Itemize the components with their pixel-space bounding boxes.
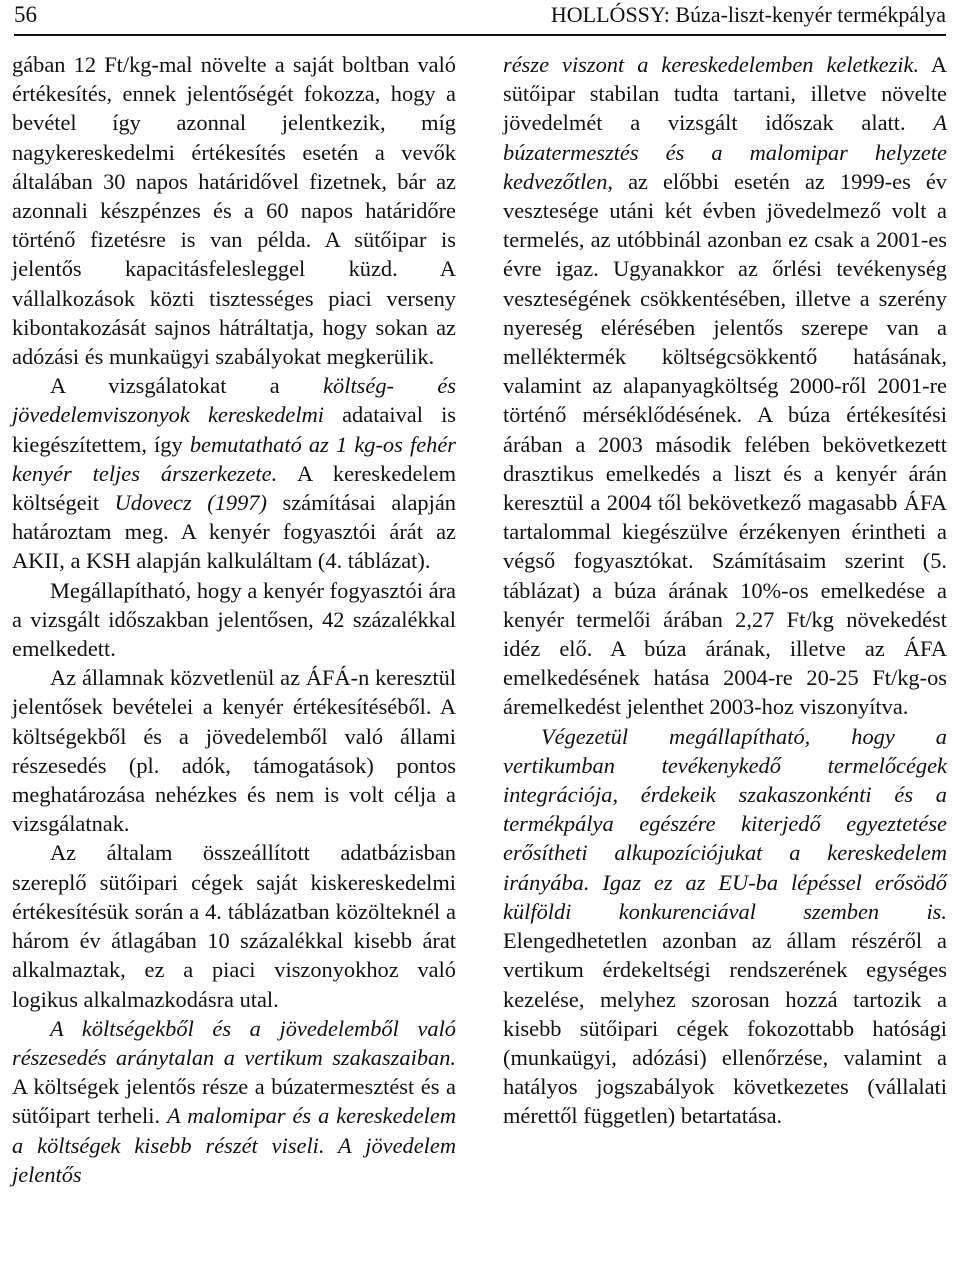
italic-text: A búzatermesztés és a malomipar helyzete kedvezőtlen, xyxy=(503,110,947,194)
text-run: adataival is kiegészítettem, így xyxy=(12,402,457,457)
text-run: számításai alapján határoztam meg. A kenyér fogyasztói árát az AKII, a KSH alapján kalkuláltam (4. táblázat). xyxy=(12,490,456,574)
paragraph xyxy=(12,663,456,838)
paragraph xyxy=(503,722,947,1131)
text-run: az előbbi esetén az 1999-es év vesztesége utáni két évben jövedelmező volt a termelés, az utóbbinál azonban ez csak a 2001-es évre igaz. Ugyanakkor az őrlési tevékenység veszteségének csökkentésében, illetve a szerény nyereség elérésében jelentős szerepe van a melléktermék költségcsökkentő hatásának, valamint az alapanyagköltség 2000-ről 2001-re történő mérséklődésének. A búza értékesítési árában a 2003 második felében bekövetkezett drasztikus emelkedés a liszt és a kenyér árán keresztül a 2004 től bekövetkező magasabb ÁFA tartalommal kiegészülve érzékenyen érintheti a végső fogyasztókat. Számításaim szerint (5. táblázat) a búza árának 10%-os emelkedése a kenyér termelői árában 2,27 Ft/kg növekedést idéz elő. A búza árának, illetve az ÁFA emelkedésének hatása 2004-re 20-25 Ft/kg-os áremelkedést jelenthet 2003-hoz viszonyítva. xyxy=(503,168,947,720)
text-run: gában 12 Ft/kg-mal növelte a saját boltban való értékesítés, ennek jelentőségét fokozza, hogy a bevétel így azonnal jelentkezik, míg nagykereskedelmi értékesítés esetén a vevők általában 30 napos határidővel fizetnek, bár az azonnali készpénzes és a 60 napos határidőre történő fizetésre is van példa. A sütőipar is jelentős kapacitásfelesleggel küzd. A vállalkozások közti tisztességes piaci verseny kibontakozását sajnos hátráltatja, hogy sokan az adózási és munkaügyi szabályokat megkerülik. xyxy=(12,52,456,370)
paragraph xyxy=(12,1014,456,1189)
page-header xyxy=(14,0,946,36)
paragraph xyxy=(12,838,456,1013)
text-run: A vizsgálatokat a xyxy=(50,373,324,399)
italic-text: része viszont a kereskedelemben keletkezik. xyxy=(503,52,920,77)
italic-text: Végezetül megállapítható, hogy a vertikumban tevékenykedő termelőcégek integrációja, érdekeik szakaszonkénti és a termékpálya egészére kiterjedő egyeztetése erősítheti alkupozíciójukat a kereskedelem irányába. Igaz ez az EU-ba lépéssel erősödő külföldi konkurenciával szemben is. xyxy=(503,723,947,924)
italic-text: bemutatható az 1 kg-os fehér kenyér teljes árszerkezete. xyxy=(12,431,456,486)
text-run: Megállapítható, hogy a kenyér fogyasztói ára a vizsgált időszakban jelentősen, 42 százalékkal emelkedett. xyxy=(12,577,456,662)
text-run: Elengedhetetlen azonban az állam részéről a vertikum érdekeltségi rendszerének egységes kezelése, melyhez szorosan hozzá tartozik a kisebb sütőipari cégek fokozottabb hatósági (munkaügyi, adózási) ellenőrzése, valamint a hatályos jogszabályok következetes (vállalati mérettől független) betartatása. xyxy=(503,928,947,1129)
paragraph xyxy=(12,576,456,664)
paragraph xyxy=(12,371,456,575)
text-run: Az államnak közvetlenül az ÁFÁ-n keresztül jelentősek bevételei a kenyér értékesítéséből. A költségekből és a jövedelemből való állami részesedés (pl. adók, támogatások) pontos meghatározása nehézkes és nem is volt célja a vizsgálatnak. xyxy=(12,665,456,837)
italic-text: A malomipar és a kereskedelem a költségek kisebb részét viseli. A jövedelem jelentős xyxy=(12,1103,456,1187)
italic-text: Udovecz (1997) xyxy=(114,490,267,516)
italic-text: A költségekből és a jövedelemből való részesedés aránytalan a vertikum szakaszaiban. xyxy=(12,1015,456,1070)
text-run: Az általam összeállított adatbázisban szereplő sütőipari cégek saját kiskereskedelmi értékesítésük során a 4. táblázatban közölteknél a három év átlagában 10 százalékkal kisebb árat alkalmaztak, ez a piaci viszonyokhoz való logikus alkalmazkodásra utal. xyxy=(12,840,456,1012)
page-number: 56 xyxy=(14,2,37,27)
running-title: HOLLÓSSY: Búza-liszt-kenyér termékpálya xyxy=(550,2,946,27)
text-run: A kereskedelem költségeit xyxy=(12,460,456,516)
text-run: A költségek jelentős része a búzatermesztést és a sütőipart terheli. xyxy=(12,1074,456,1129)
left-column xyxy=(12,50,456,1189)
text-run: A sütőipar stabilan tudta tartani, illetve növelte jövedelmét a vizsgált időszak alatt. xyxy=(503,52,947,136)
right-column xyxy=(503,50,947,1131)
italic-text: költség- és jövedelemviszonyok kereskedelmi xyxy=(12,373,456,428)
paragraph xyxy=(12,50,456,371)
paragraph xyxy=(503,50,947,722)
